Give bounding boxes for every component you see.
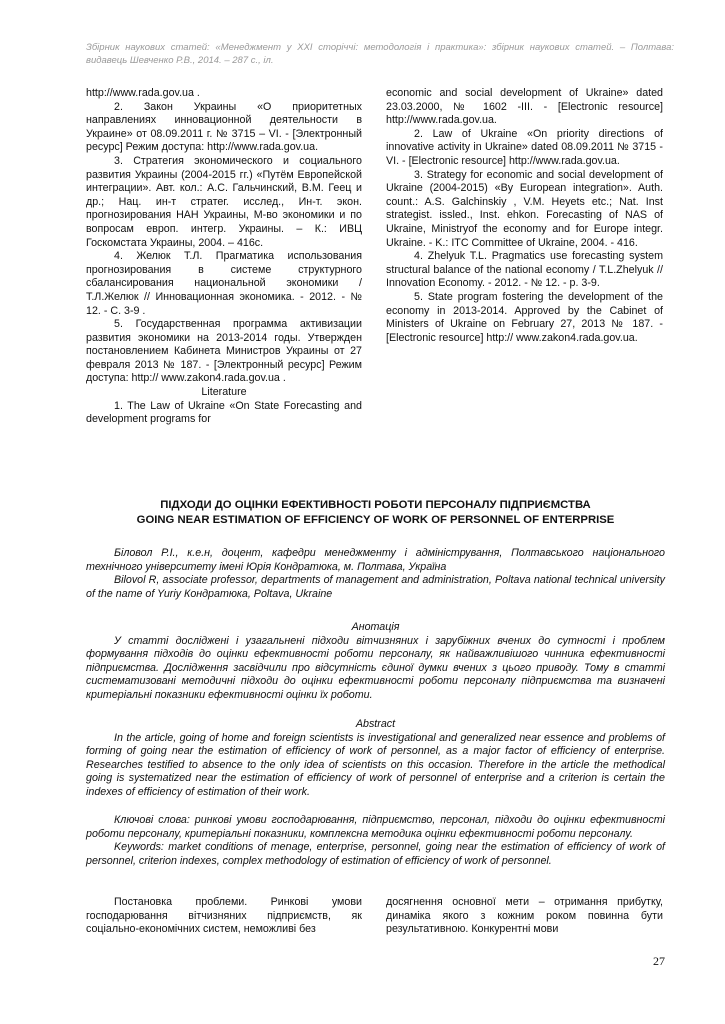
right-column-references [386, 87, 663, 345]
reference-entry: 5. Государственная программа активизации развития экономики на 2013-2014 годы. Утвержден постановлением Кабинета Министров Украины от 27 февраля 2013 № 187. - [Электронный ресурс] Режим доступа: http:// www.zakon4.rada.gov.ua . [86, 318, 362, 385]
author-ukrainian: Біловол Р.І., к.е.н, доцент, кафедри менеджменту і адміністрування, Полтавського національного технічного університету імені Юрія Кондратюка, м. Полтава, Україна [86, 547, 665, 573]
reference-entry: economic and social development of Ukraine» dated 23.03.2000, № 1602 -III. - [Electronic resource] http://www.rada.gov.ua. [386, 87, 663, 127]
left-column-references [86, 87, 362, 427]
reference-entry: 1. The Law of Ukraine «On State Forecasting and development programs for [86, 399, 362, 426]
reference-entry: Literature [201, 386, 247, 399]
running-header: Збірник наукових статей: «Менеджмент у XXI сторіччі: методологія і практика»: збірник наукових статей. – Полтава: видавець Шевченко Р.В., 2014. – 287 с., іл. [86, 42, 674, 66]
reference-entry: 2. Закон Украины «О приоритетных направлениях инновационной деятельности в Украине» от 08.09.2011 г. № 3715 – VI. - [Электронный ресурс] Режим доступа: http://www.rada.gov.ua. [86, 100, 362, 154]
annotation-section [86, 621, 665, 703]
article-titles [86, 498, 665, 528]
reference-entry: 4. Желюк Т.Л. Прагматика использования прогнозирования в системе структурного сбалансирования национальной экономики / Т.Л.Желюк // Инновационная экономика. - 2012. - № 12. - С. 3-9 . [86, 250, 362, 317]
body-text-left [86, 896, 362, 937]
title-english: GOING NEAR ESTIMATION OF EFFICIENCY OF WORK OF PERSONNEL OF ENTERPRISE [136, 514, 615, 526]
reference-entry: 3. Strategy for economic and social development of Ukraine (2004-2015) «By European integration». Auth. count.: A.S. Galchinskiy , V.M. Heyets etc.; Nat. Inst strategist. issled., Inst. ehkon. Forecasting of NAS of Ukraine, Ministryof the economy and for Europe integr. Ukraine. - K.: ITC Committee of Ukraine, 2004. - 416. [386, 168, 663, 249]
reference-entry: 4. Zhelyuk T.L. Pragmatics use forecasting system structural balance of the national economy / T.L.Zhelyuk // Innovation Economy. - 2012. - № 12. - p. 3-9. [386, 250, 663, 290]
annotation-text: У статті досліджені і узагальнені підходи вітчизняних і зарубіжних вчених до сутності і проблем формування підходів до оцінки ефективності роботи персоналу, як найважливішого чинника ефективності підприємства. Дослідження засвідчили про відсутність єдиної думки вчених з цього приводу. Тому в статті систематизовані методичні підходи до оцінки ефективності роботи персоналу підприємства та визначені критеріальні показники ефективності оцінки їх роботи. [86, 634, 665, 701]
annotation-heading: Анотація [351, 621, 400, 633]
body-paragraph-right: досягнення основної мети – отримання прибутку, динаміка якого з кожним роком повинна бути результативною. Конкурентні мови [386, 896, 663, 936]
body-paragraph-left: Постановка проблеми. Ринкові умови господарювання вітчизняних підприємств, як соціально-економічних систем, неможливі без [86, 896, 362, 936]
keywords-english: Keywords: market conditions of menage, enterprise, personnel, going near the estimation of efficiency of work of personnel, criterion indexes, complex methodology of estimation of efficiency of work of personnel. [86, 841, 665, 867]
reference-entry: 2. Law of Ukraine «On priority directions of innovative activity in Ukraine» dated 08.09.2011 № 3715 - VI. - [Electronic resource] http://www.rada.gov.ua. [386, 127, 663, 167]
abstract-heading: Abstract [355, 718, 396, 730]
keywords-section [86, 814, 665, 868]
abstract-text: In the article, going of home and foreign scientists is investigational and generalized near essence and problems of forming of going near the estimation of efficiency of work of personnel, as a major factor of efficiency of enterprise. Researches testified to absence to the only idea of scientists on this occasion. Therefore in the article the methodical going is systematized near the estimation of efficiency of work of personnel of enterprise and a criterion is certain the indexes of efficiency of estimation of their work. [86, 731, 665, 798]
title-ukrainian: ПІДХОДИ ДО ОЦІНКИ ЕФЕКТИВНОСТІ РОБОТИ ПЕРСОНАЛУ ПІДПРИЄМСТВА [160, 499, 591, 511]
page-number: 27 [653, 954, 665, 968]
author-english: Bilovol R, associate professor, departments of management and administration, Poltava national technical university of the name of Yuriy Кондратюка, Poltava, Ukraine [86, 574, 665, 600]
author-info [86, 547, 665, 601]
abstract-section [86, 718, 665, 800]
reference-entry: 5. State program fostering the development of the economy in 2013-2014. Approved by the Cabinet of Ministers of Ukraine on February 27, 2013 № 187. - [Electronic resource] http:// www.zakon4.rada.gov.ua. [386, 290, 663, 344]
body-text-right [386, 896, 663, 937]
reference-entry: http://www.rada.gov.ua . [86, 87, 200, 99]
keywords-ukrainian: Ключові слова: ринкові умови господарювання, підприємство, персонал, підходи до оцінки ефективності роботи персоналу, критеріальні показники, комплексна методика оцінки ефективності роботи персоналу. [86, 814, 665, 840]
reference-entry: 3. Стратегия экономического и социального развития Украины (2004-2015 гг.) «Путём Европейской интеграции». Авт. кол.: А.С. Гальчинский, В.М. Геец и др.; Нац. ин-т стратег. исслед., Ин-т. экон. прогнозирования НАН Украины, М-во экономики и по вопросам европ. интегр. Украины. – К.: ИВЦ Госкомстата Украины, 2004. – 416с. [86, 154, 362, 249]
